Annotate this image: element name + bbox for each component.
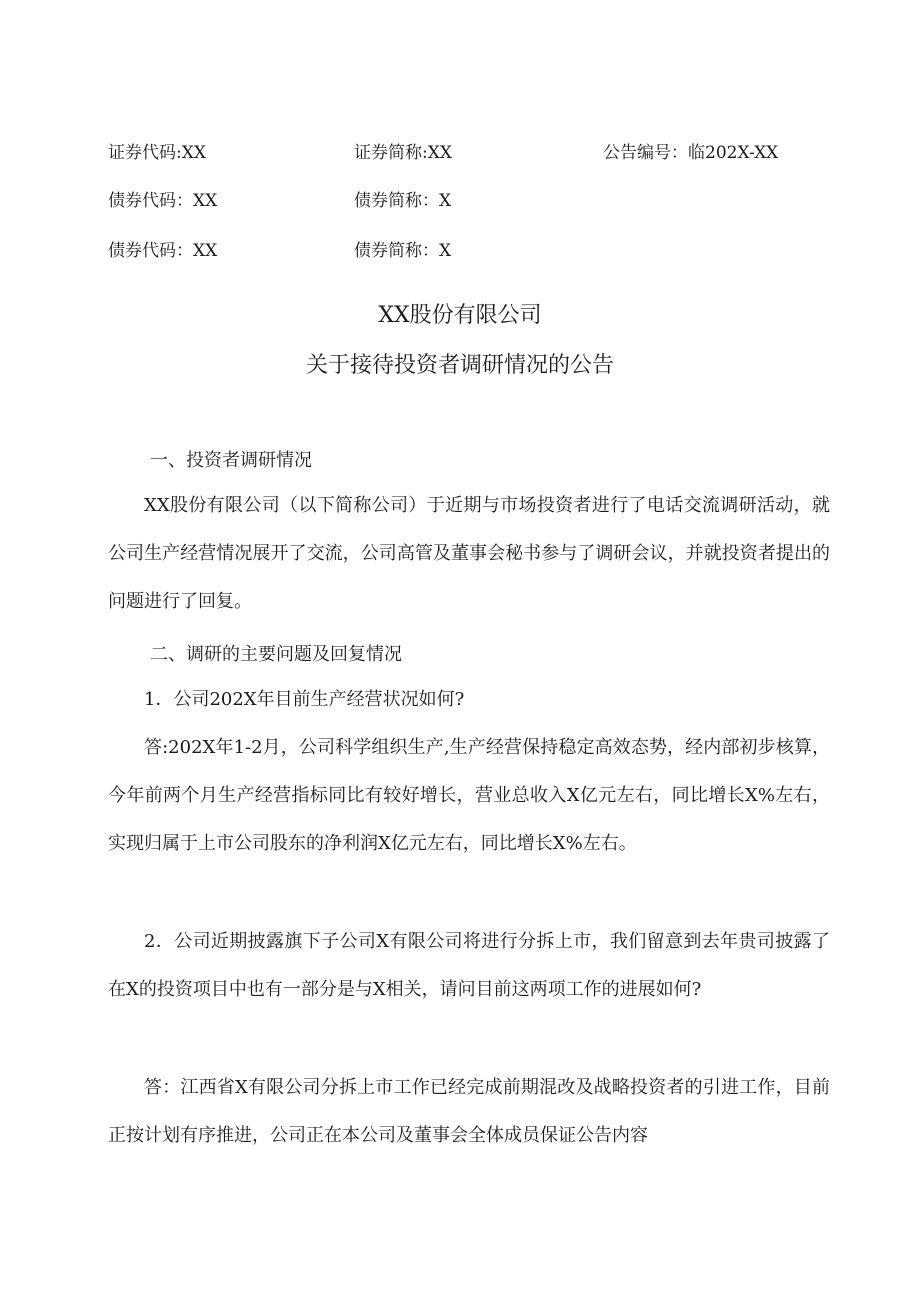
header-row-1	[0, 138, 920, 162]
question-paragraph: 1．公司202X年目前生产经营状况如何?	[144, 689, 465, 710]
bond-short-name: 债券简称：X	[354, 191, 452, 211]
stock-code: 证券代码:XX	[108, 143, 206, 163]
answer-paragraph: 答:202X年1-2月，公司科学组织生产,生产经营保持稳定高效态势，经内部初步核算，今年前两个月生产经营指标同比有较好增长，营业总收入X亿元左右，同比增长X%左右，实现归属于上市公司股东的净利润X亿元左右，同比增长X%左右。	[108, 737, 830, 854]
header-row-3	[0, 236, 920, 260]
section-paragraph: XX股份有限公司（以下简称公司）于近期与市场投资者进行了电话交流调研活动，就公司生产经营情况展开了交流，公司高管及董事会秘书参与了调研会议，并就投资者提出的问题进行了回复。	[108, 495, 830, 612]
notice-number: 公告编号：临202X-XX	[603, 143, 779, 163]
announcement-title: 关于接待投资者调研情况的公告	[305, 353, 614, 378]
section-heading: 一、投资者调研情况	[150, 450, 312, 471]
bond-code: 债券代码：XX	[108, 241, 218, 261]
section-heading: 二、调研的主要问题及回复情况	[150, 644, 402, 665]
question-paragraph: 2．公司近期披露旗下子公司X有限公司将进行分拆上市，我们留意到去年贵司披露了在X的投资项目中也有一部分是与X相关，请问目前这两项工作的进展如何?	[108, 931, 830, 1000]
answer-paragraph: 答：江西省X有限公司分拆上市工作已经完成前期混改及战略投资者的引进工作，目前正按计划有序推进，公司正在本公司及董事会全体成员保证公告内容	[108, 1077, 830, 1146]
company-title: XX股份有限公司	[378, 303, 542, 328]
bond-code: 债券代码：XX	[108, 191, 218, 211]
stock-short-name: 证券简称:XX	[354, 143, 452, 163]
bond-short-name: 债券简称：X	[354, 241, 452, 261]
header-row-2	[0, 186, 920, 210]
